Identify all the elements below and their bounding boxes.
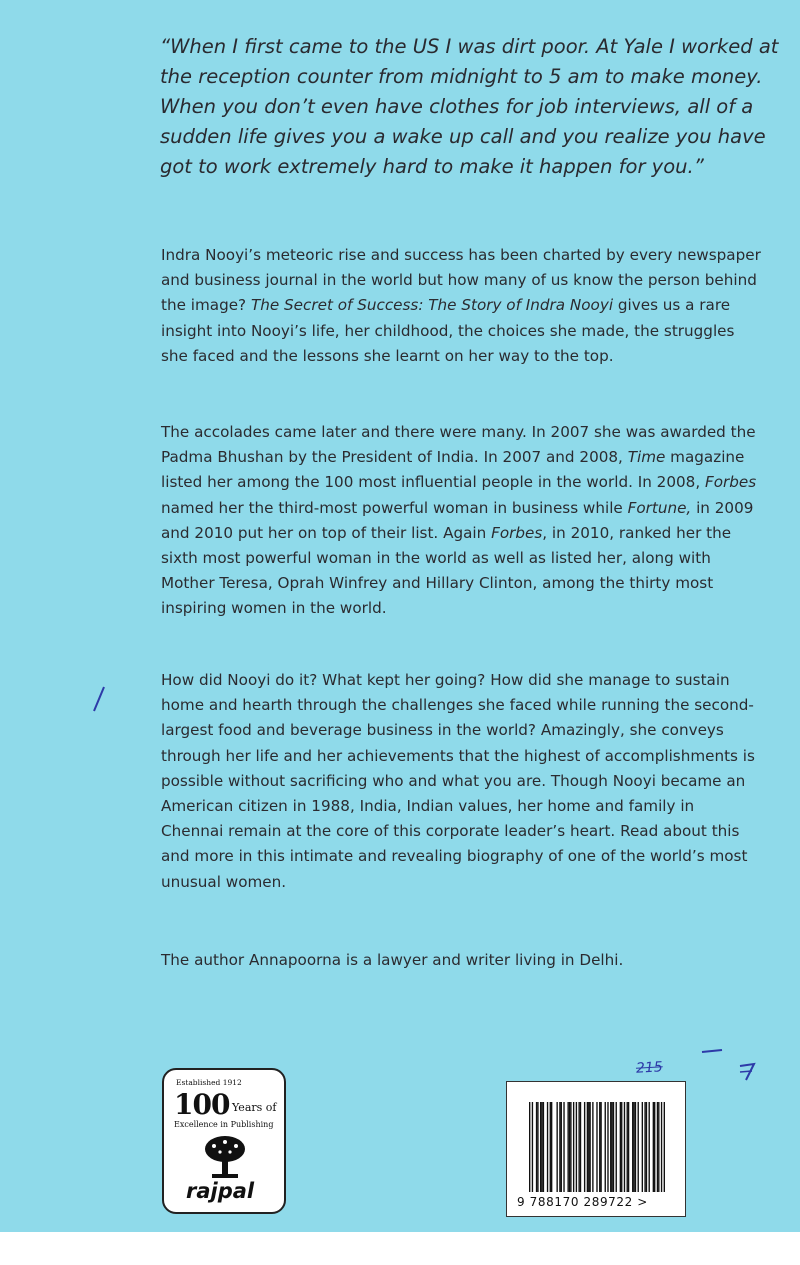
paragraph-2-text-5: , in 2010, ranked her the sixth most powerful woman in the world as well as listed her, along with Mother Teresa, Oprah Winfrey and Hillary Clinton, among the thirty most inspiring women in the world.: [161, 523, 732, 618]
description-paragraph-2: [161, 420, 761, 622]
forbes-1: Forbes: [704, 473, 757, 492]
barcode-bar: [573, 1102, 574, 1192]
barcode-bar: [559, 1102, 560, 1192]
barcode-bar: [532, 1102, 533, 1192]
barcode-bar: [567, 1102, 568, 1192]
barcode-bar: [596, 1102, 597, 1192]
barcode-bar: [543, 1102, 544, 1192]
logo-years-of: Years of: [232, 1101, 277, 1114]
time-magazine: Time: [627, 448, 666, 467]
barcode-bar: [529, 1102, 530, 1192]
barcode-bar: [664, 1102, 665, 1192]
barcode-bar: [556, 1102, 557, 1192]
barcode-bar: [638, 1102, 639, 1192]
paragraph-2-text-1: The accolades came later and there were many. In 2007 she was awarded the Padma Bhushan by the President of India. In 2007 and 2008,: [161, 423, 756, 467]
pen-scribble-right: [700, 1046, 780, 1086]
barcode-bar: [540, 1102, 541, 1192]
barcode-bar: [563, 1102, 564, 1192]
author-note: The author Annapoorna is a lawyer and writer living in Delhi.: [161, 951, 624, 969]
barcode-bar: [610, 1102, 611, 1192]
barcode-bar: [653, 1102, 654, 1192]
barcode-bar: [633, 1102, 634, 1192]
barcode-bar: [657, 1102, 658, 1192]
barcode-bar: [561, 1102, 562, 1192]
barcode-bar: [588, 1102, 589, 1192]
tree-icon: [200, 1134, 250, 1180]
barcode-bar: [550, 1102, 551, 1192]
paragraph-2-text-2: magazine listed her among the 100 most influential people in the world. In 2008,: [161, 448, 745, 492]
barcode-bar: [644, 1102, 645, 1192]
barcode-bar: [589, 1102, 590, 1192]
isbn-number: 9 788170 289722 >: [517, 1195, 648, 1209]
barcode-bar: [611, 1102, 612, 1192]
barcode-bar: [621, 1102, 622, 1192]
barcode-bar: [551, 1102, 552, 1192]
barcode-bar: [646, 1102, 647, 1192]
barcode-bars: [529, 1102, 665, 1192]
barcode-bar: [570, 1102, 571, 1192]
barcode-bar: [578, 1102, 579, 1192]
barcode-bar: [649, 1102, 650, 1192]
forbes-2: Forbes: [491, 523, 543, 542]
barcode-bar: [635, 1102, 636, 1192]
barcode-bar: [580, 1102, 581, 1192]
barcode-bar: [536, 1102, 537, 1192]
paragraph-1-text-b: gives us a rare insight into Nooyi’s life, her childhood, the choices she made, the struggles she faced and the lessons she learnt on her way to the top.: [161, 296, 735, 365]
cover-quote: “When I first came to the US I was dirt poor. At Yale I worked at the reception counter from midnight to 5 am to make money. When you don’t even have clothes for job interviews, all of a sudden life gives you a wake up call and you realize you have got to work extremely hard to make it happen for you.”: [160, 35, 779, 178]
barcode-bar: [627, 1102, 628, 1192]
barcode-bar: [661, 1102, 662, 1192]
barcode-bar: [592, 1102, 593, 1192]
barcode-bar: [632, 1102, 633, 1192]
paragraph-2-text-3: named her the third-most powerful woman in business while: [161, 498, 628, 517]
barcode-bar: [624, 1102, 625, 1192]
logo-hundred: 100: [174, 1088, 230, 1121]
logo-brand: rajpal: [186, 1179, 255, 1203]
barcode-bar: [642, 1102, 643, 1192]
barcode-bar: [654, 1102, 655, 1192]
barcode-bar: [584, 1102, 585, 1192]
logo-established: Established 1912: [176, 1078, 242, 1087]
barcode-bar: [599, 1102, 600, 1192]
barcode-bar: [620, 1102, 621, 1192]
pen-scribble-left: [88, 685, 108, 715]
barcode-bar: [605, 1102, 606, 1192]
barcode-bar: [537, 1102, 538, 1192]
description-paragraph-1: [161, 243, 761, 369]
paragraph-1-text-a: Indra Nooyi’s meteoric rise and success has been charted by every newspaper and business journal in the world but how many of us know the person behind the image?: [161, 246, 761, 315]
paragraph-2-text-4: in 2009 and 2010 put her on top of their list. Again: [161, 498, 754, 542]
barcode-bar: [576, 1102, 577, 1192]
isbn-barcode: [506, 1081, 686, 1217]
fortune: Fortune,: [627, 498, 692, 517]
barcode-bar: [628, 1102, 629, 1192]
handwritten-price: 215: [635, 1059, 664, 1077]
barcode-bar: [600, 1102, 601, 1192]
description-paragraph-3: How did Nooyi do it? What kept her going? How did she manage to sustain home and hearth through the challenges she faced while running the second-largest food and beverage business in the world? Amazingly, she conveys through her life and her achievements that the highest of accomplishments is possible without sacrificing who and what you are. Though Nooyi became an American citizen in 1988, India, Indian values, her home and family in Chennai remain at the core of this corporate leader’s heart. Read about this and more in this intimate and revealing biography of one of the world’s most unusual women.: [161, 671, 755, 891]
barcode-bar: [658, 1102, 659, 1192]
barcode-bar: [547, 1102, 548, 1192]
barcode-bar: [587, 1102, 588, 1192]
logo-excellence: Excellence in Publishing: [174, 1120, 274, 1129]
barcode-bar: [541, 1102, 542, 1192]
barcode-bar: [616, 1102, 617, 1192]
barcode-bar: [569, 1102, 570, 1192]
publisher-logo: [162, 1068, 286, 1214]
barcode-bar: [607, 1102, 608, 1192]
book-title: The Secret of Success: The Story of Indra Nooyi: [250, 296, 614, 315]
barcode-bar: [613, 1102, 614, 1192]
